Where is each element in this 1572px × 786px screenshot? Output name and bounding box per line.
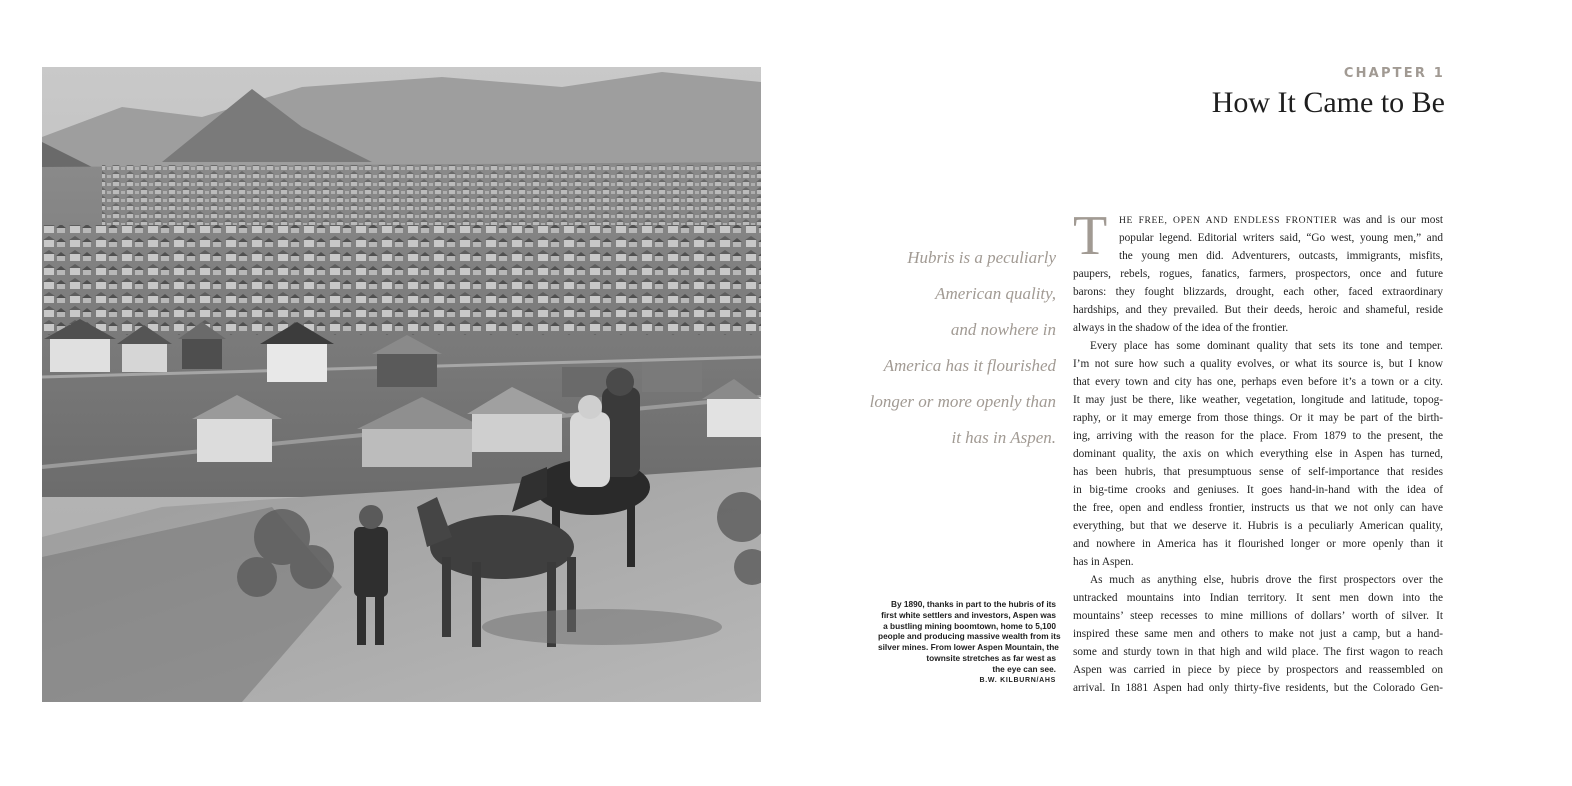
photo-caption [878, 599, 1061, 686]
pull-quote [856, 240, 1056, 456]
body-line: some and sturdy town in that high and wild place. The first wagon to reach [1073, 646, 1443, 658]
body-line: always in the shadow of the idea of the frontier. [1073, 322, 1289, 334]
body-line: and nowhere in America has it flourished longer or more openly than it [1073, 538, 1443, 550]
caption-line: people and producing massive wealth from its [878, 631, 1061, 642]
pull-quote-line: American quality, [935, 284, 1056, 303]
pull-quote-line: it has in Aspen. [951, 428, 1056, 447]
body-line: Aspen was carried in piece by piece by prospectors and reassembled on [1073, 664, 1443, 676]
body-line: It may just be there, like weather, vegetation, longitude and latitude, topog- [1073, 394, 1443, 406]
chapter-body-text [1073, 205, 1443, 697]
body-line: that every town and city has one, perhaps even before it’s a town or a city. [1073, 376, 1443, 388]
body-line: has been hubris, that presumptuous sense of self-importance that resides [1073, 466, 1443, 478]
paragraph-3 [1073, 571, 1443, 697]
body-line: I’m not sure how such a quality evolves, or what its source is, but I know [1073, 358, 1443, 370]
pull-quote-line: longer or more openly than [869, 392, 1056, 411]
body-line: As much as anything else, hubris drove the first prospectors over the [1090, 574, 1443, 586]
pull-quote-line: and nowhere in [950, 320, 1056, 339]
drop-cap: T [1073, 205, 1108, 267]
body-line: raphy, or it may emerge from those things. Or it may be part of the birth- [1073, 412, 1443, 424]
body-line: in big-time crooks and geniuses. It goes hand-in-hand with the idea of [1073, 484, 1443, 496]
body-line: popular legend. Editorial writers said, “Go west, young men,” and [1119, 232, 1443, 244]
body-line: mountains’ steep recesses to mine millions of dollars’ worth of silver. It [1073, 610, 1443, 622]
body-line [1073, 211, 1443, 229]
body-line: ing, arriving with the reason for the place. From 1879 to the present, the [1073, 430, 1443, 442]
caption-line: By 1890, thanks in part to the hubris of its [890, 599, 1056, 609]
paragraph-1 [1073, 205, 1443, 337]
caption-line: townsite stretches as far west as [926, 652, 1056, 663]
pull-quote-line: Hubris is a peculiarly [907, 248, 1056, 267]
caption-line: the eye can see. [992, 663, 1056, 674]
caption-line: silver mines. From lower Aspen Mountain, the [878, 642, 1059, 653]
pull-quote-line: America has it flourished [883, 356, 1056, 375]
body-line: has in Aspen. [1073, 556, 1134, 568]
body-line: arrival. In 1881 Aspen had only thirty-five residents, but the Colorado Gen- [1073, 682, 1443, 694]
small-caps-lead: HE FREE, OPEN AND ENDLESS FRONTIER [1119, 215, 1338, 226]
chapter-title: How It Came to Be [1211, 86, 1445, 119]
body-line: inspired these same men and others to make not just a camp, but a hand- [1073, 628, 1443, 640]
body-line: the free, open and endless frontier, instructs us that we not only can have [1073, 502, 1443, 514]
chapter-label: CHAPTER 1 [1343, 66, 1445, 81]
body-line: the young men did. Adventurers, outcasts, immigrants, misfits, [1119, 250, 1443, 262]
body-line: Every place has some dominant quality that sets its tone and temper. [1090, 340, 1443, 352]
caption-line: a bustling mining boomtown, home to 5,100 [883, 620, 1056, 631]
body-line: paupers, rebels, rogues, fanatics, farmers, prospectors, once and future [1073, 268, 1443, 280]
paragraph-2 [1073, 337, 1443, 571]
body-line: dominant quality, the axis on which everything else in Aspen has turned, [1073, 448, 1443, 460]
body-line: hardships, and they prevailed. But their deeds, heroic and shameful, reside [1073, 304, 1443, 316]
body-line-text: was and is our most [1337, 214, 1443, 226]
body-line: everything, but that we deserve it. Hubris is a peculiarly American quality, [1073, 520, 1443, 532]
body-line: barons: they fought blizzards, drought, each other, faced extraordinary [1073, 286, 1443, 298]
aspen-town-photograph [42, 67, 761, 702]
body-line: untracked mountains into Indian territory. It sent men down into the [1073, 592, 1443, 604]
caption-line: first white settlers and investors, Aspen was [881, 609, 1056, 620]
photo-credit: B.W. KILBURN/AHS [979, 676, 1056, 684]
